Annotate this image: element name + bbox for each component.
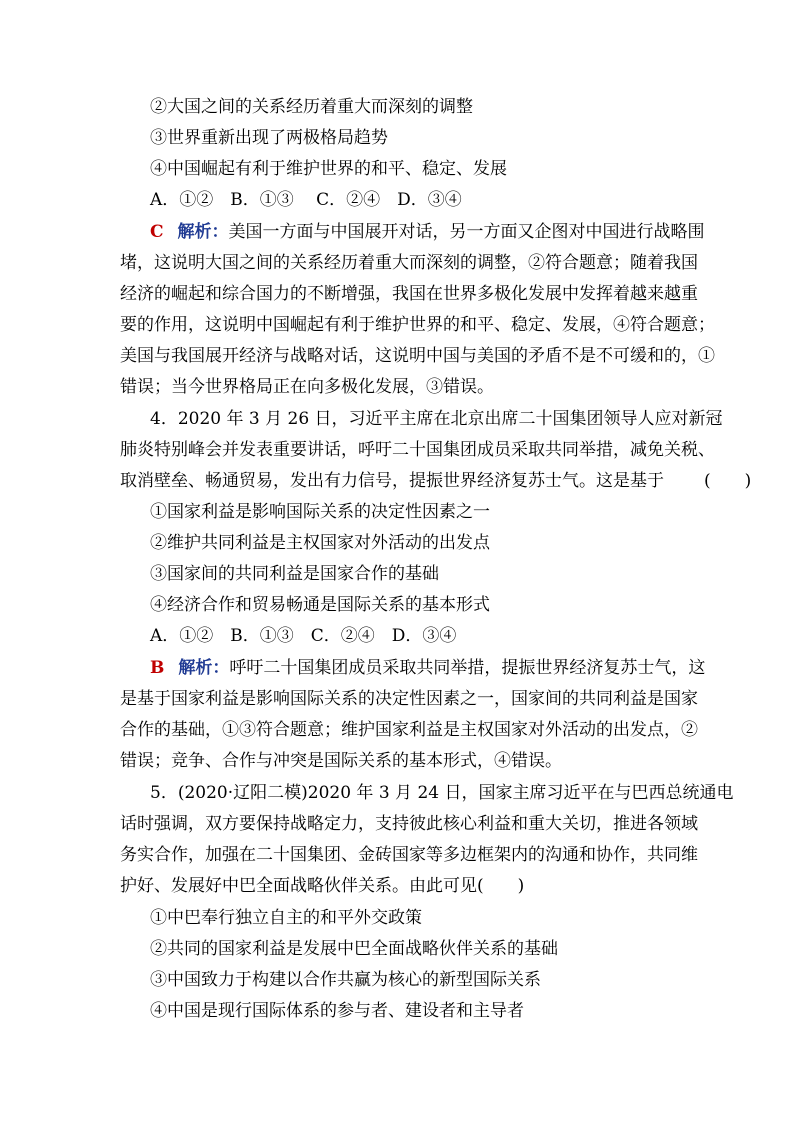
q3-option-4: ④中国崛起有利于维护世界的和平、稳定、发展	[150, 159, 507, 179]
q3-explanation-line: 要的作用，这说明中国崛起有利于维护世界的和平、稳定、发展，④符合题意；	[120, 315, 715, 335]
q4-choices: A．①② B．①③ C．②④ D．③④	[150, 626, 457, 646]
q4-explanation-line: 合作的基础，①③符合题意；维护国家利益是主权国家对外活动的出发点，②	[120, 720, 698, 740]
q5-option-3: ③中国致力于构建以合作共赢为核心的新型国际关系	[150, 970, 541, 990]
q5-stem-line: 护好、发展好中巴全面战略伙伴关系。由此可见( )	[120, 876, 525, 896]
q4-explanation-line: 是基于国家利益是影响国际关系的决定性因素之一，国家间的共同利益是国家	[120, 689, 698, 709]
q4-answer-paren: ( )	[704, 471, 752, 491]
q5-stem-line: 5．(2020·辽阳二模)2020 年 3 月 24 日，国家主席习近平在与巴西总统通电	[150, 783, 734, 803]
q5-stem-line: 话时强调，双方要保持战略定力，支持彼此核心利益和重大关切，推进各领域	[120, 814, 698, 834]
q3-explanation-line: 错误；当今世界格局正在向多极化发展，③错误。	[120, 377, 494, 397]
q3-answer-tag: 解析：	[177, 222, 229, 242]
q3-explanation-line: 经济的崛起和综合国力的不断增强，我国在世界多极化发展中发挥着越来越重	[120, 284, 698, 304]
q3-explanation-first-line	[150, 221, 705, 243]
q3-choices: A．①② B．①③ C．②④ D．③④	[150, 190, 462, 210]
q4-answer-letter: B	[150, 658, 165, 678]
q4-answer-tag: 解析：	[178, 658, 230, 678]
q3-explanation-line: 美国与我国展开经济与战略对话，这说明中国与美国的矛盾不是不可缓和的，①	[120, 346, 715, 366]
q3-option-2: ②大国之间的关系经历着重大而深刻的调整	[150, 97, 473, 117]
q3-explanation-line: 堵，这说明大国之间的关系经历着重大而深刻的调整，②符合题意；随着我国	[120, 253, 698, 273]
q4-option-1: ①国家利益是影响国际关系的决定性因素之一	[150, 502, 490, 522]
q5-option-4: ④中国是现行国际体系的参与者、建设者和主导者	[150, 1001, 524, 1021]
q5-stem-line: 务实合作，加强在二十国集团、金砖国家等多边框架内的沟通和协作，共同维	[120, 845, 698, 865]
q4-stem-text: 取消壁垒、畅通贸易，发出有力信号，提振世界经济复苏士气。这是基于	[120, 471, 664, 491]
q4-option-2: ②维护共同利益是主权国家对外活动的出发点	[150, 533, 490, 553]
q3-option-3: ③世界重新出现了两极格局趋势	[150, 128, 388, 148]
q4-stem-last-line	[120, 470, 752, 492]
q4-explanation-first-line	[150, 657, 706, 679]
q3-answer-letter: C	[150, 222, 164, 242]
q4-explanation-line: 错误；竞争、合作与冲突是国际关系的基本形式，④错误。	[120, 751, 562, 771]
q5-option-2: ②共同的国家利益是发展中巴全面战略伙伴关系的基础	[150, 939, 558, 959]
q3-explanation-text: 美国一方面与中国展开对话，另一方面又企图对中国进行战略围	[228, 222, 705, 242]
q4-option-4: ④经济合作和贸易畅通是国际关系的基本形式	[150, 595, 490, 615]
q4-explanation-text: 呼吁二十国集团成员采取共同举措，提振世界经济复苏士气，这	[229, 658, 706, 678]
q5-option-1: ①中巴奉行独立自主的和平外交政策	[150, 908, 422, 928]
q4-stem-line: 4．2020 年 3 月 26 日，习近平主席在北京出席二十国集团领导人应对新冠	[150, 409, 723, 429]
q4-stem-line: 肺炎特别峰会并发表重要讲话，呼吁二十国集团成员采取共同举措，减免关税、	[120, 440, 715, 460]
q4-option-3: ③国家间的共同利益是国家合作的基础	[150, 564, 439, 584]
